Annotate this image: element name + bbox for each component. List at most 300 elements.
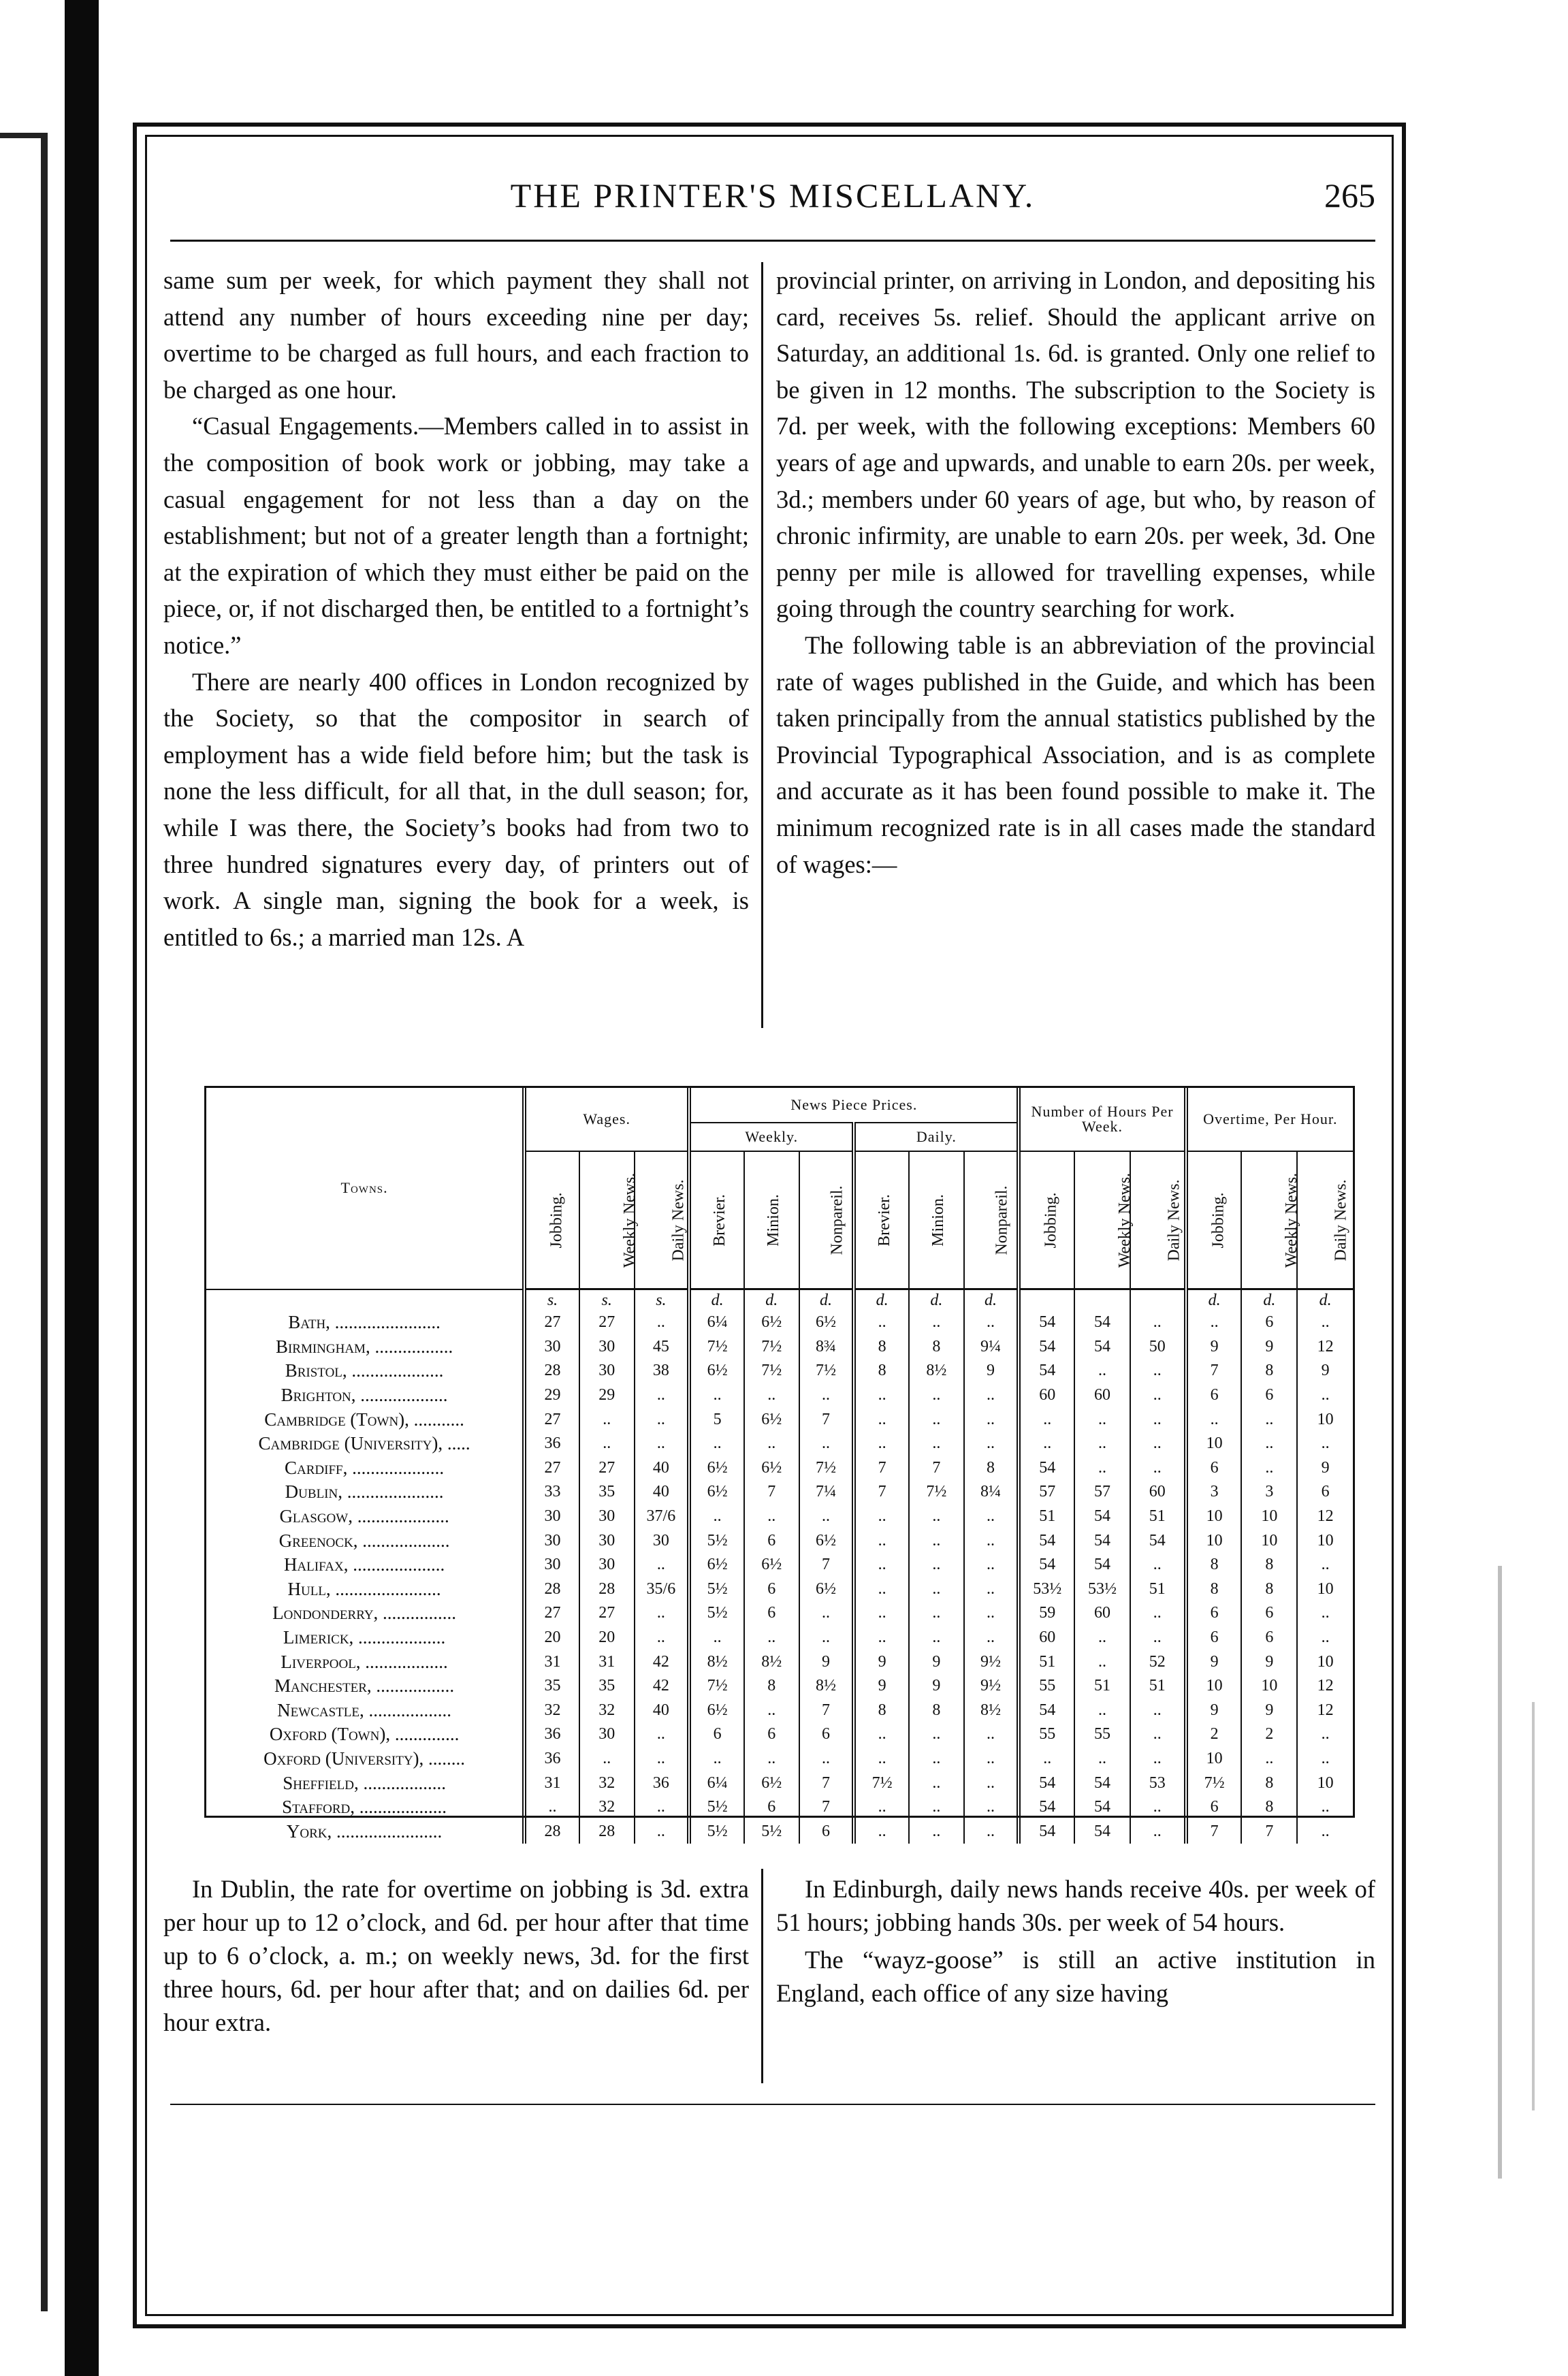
- table-row: [206, 1819, 1353, 1844]
- table-cell: 54: [1074, 1335, 1130, 1360]
- table-cell: 54: [1019, 1311, 1074, 1335]
- table-cell: 53½: [1074, 1577, 1130, 1602]
- table-cell: ..: [854, 1505, 909, 1529]
- table-cell: 7½: [744, 1359, 799, 1383]
- table-cell: ..: [909, 1432, 964, 1456]
- town-name: Limerick, ...................: [283, 1627, 446, 1648]
- table-cell: 51: [1074, 1674, 1130, 1699]
- table-cell: 7½: [689, 1674, 744, 1699]
- table-cell: 6½: [799, 1528, 854, 1553]
- table-cell: 52: [1130, 1650, 1186, 1674]
- table-cell: ..: [1074, 1456, 1130, 1481]
- table-cell: 9¼: [964, 1335, 1019, 1360]
- table-cell: 8: [909, 1699, 964, 1723]
- table-cell: ..: [909, 1795, 964, 1820]
- column-header: [799, 1151, 854, 1289]
- column-header-label: Brevier.: [711, 1193, 729, 1247]
- unit-cell: d.: [799, 1289, 854, 1311]
- table-cell: 8½: [964, 1699, 1019, 1723]
- table-cell: 8: [1241, 1359, 1297, 1383]
- table-cell: ..: [964, 1747, 1019, 1771]
- table-cell: ..: [635, 1819, 690, 1844]
- table-cell: 7: [799, 1771, 854, 1795]
- table-cell: 42: [635, 1650, 690, 1674]
- table-cell: 7: [799, 1553, 854, 1577]
- table-cell: 9½: [964, 1674, 1019, 1699]
- table-cell: 9: [1297, 1456, 1353, 1481]
- table-cell: 5½: [689, 1819, 744, 1844]
- table-cell: 42: [635, 1674, 690, 1699]
- table-cell: ..: [854, 1577, 909, 1602]
- bottom-right-column: [776, 1872, 1375, 2010]
- table-cell: ..: [689, 1432, 744, 1456]
- table-cell: 9: [909, 1650, 964, 1674]
- table-cell: ..: [1019, 1747, 1074, 1771]
- table-cell: 8: [1241, 1771, 1297, 1795]
- scan-noise: [1532, 1702, 1535, 2110]
- table-cell: 5½: [689, 1601, 744, 1626]
- table-cell: ..: [744, 1383, 799, 1408]
- table-cell: 28: [579, 1819, 635, 1844]
- paragraph: same sum per week, for which payment they shall not attend any number of hours exceeding nine per day; overtime to be charged as full hours, and each fraction to be charged as one hour.: [163, 266, 749, 404]
- table-cell: 50: [1130, 1335, 1186, 1360]
- table-row: [206, 1674, 1353, 1699]
- table-cell: 8: [964, 1456, 1019, 1481]
- table-cell: 32: [524, 1699, 579, 1723]
- table-cell: 36: [524, 1722, 579, 1747]
- table-cell: ..: [1130, 1383, 1186, 1408]
- table-cell: ..: [635, 1747, 690, 1771]
- table-cell: 60: [1130, 1480, 1186, 1505]
- table-cell: ..: [799, 1432, 854, 1456]
- table-cell: 8¼: [964, 1480, 1019, 1505]
- table-cell: ..: [1241, 1407, 1297, 1432]
- table-cell: 27: [524, 1456, 579, 1481]
- table-cell: 8½: [744, 1650, 799, 1674]
- unit-cell: d.: [744, 1289, 799, 1311]
- table-cell: 60: [1074, 1601, 1130, 1626]
- table-cell: ..: [909, 1383, 964, 1408]
- table-cell: 6: [799, 1819, 854, 1844]
- table-cell: ..: [799, 1601, 854, 1626]
- table-cell: ..: [635, 1311, 690, 1335]
- table-cell: 7: [1186, 1359, 1242, 1383]
- table-cell: ..: [1130, 1311, 1186, 1335]
- table-row: [206, 1795, 1353, 1820]
- table-cell: ..: [854, 1747, 909, 1771]
- paragraph: There are nearly 400 offices in London recognized by the Society, so that the compositor in search of employment has a wide field before him; but the task is none the less difficult, for all that, in the dull season; for, while I was there, the Society’s books had from two to three hundred signatures every day, of printers out of work. A single man, signing the book for a week, is entitled to 6s.; a married man 12s. A: [163, 667, 749, 951]
- table-cell: ..: [1241, 1747, 1297, 1771]
- overtime-group-header: Overtime, Per Hour.: [1186, 1088, 1353, 1151]
- table-cell: 54: [1074, 1311, 1130, 1335]
- table-cell: 9: [1186, 1650, 1242, 1674]
- table-cell: 51: [1130, 1674, 1186, 1699]
- table-cell: 55: [1019, 1722, 1074, 1747]
- table-cell: 54: [1074, 1505, 1130, 1529]
- table-cell: 55: [1019, 1674, 1074, 1699]
- unit-cell: s.: [524, 1289, 579, 1311]
- table-cell: 27: [579, 1601, 635, 1626]
- table-cell: 32: [579, 1771, 635, 1795]
- table-cell: ..: [744, 1699, 799, 1723]
- table-cell: ..: [1297, 1311, 1353, 1335]
- table-cell: 10: [1297, 1407, 1353, 1432]
- town-name: Birmingham, .................: [275, 1336, 453, 1357]
- town-name: Glasgow, ....................: [279, 1506, 449, 1527]
- table-cell: ..: [1019, 1432, 1074, 1456]
- table-row: [206, 1456, 1353, 1481]
- table-cell: ..: [1074, 1699, 1130, 1723]
- table-cell: 51: [1019, 1650, 1074, 1674]
- column-header-label: Brevier.: [876, 1193, 894, 1247]
- table-cell: 12: [1297, 1335, 1353, 1360]
- table-cell: 27: [579, 1311, 635, 1335]
- table-cell: 54: [1074, 1795, 1130, 1820]
- wages-table-grid: [206, 1088, 1353, 1844]
- table-cell: 7½: [689, 1335, 744, 1360]
- table-cell: 12: [1297, 1674, 1353, 1699]
- table-cell: 6: [1241, 1626, 1297, 1650]
- table-cell: 35/6: [635, 1577, 690, 1602]
- table-cell: 51: [1130, 1577, 1186, 1602]
- table-cell: ..: [909, 1553, 964, 1577]
- table-cell: ..: [1130, 1407, 1186, 1432]
- table-cell: 54: [1074, 1819, 1130, 1844]
- table-cell: ..: [964, 1601, 1019, 1626]
- table-cell: 9: [1186, 1335, 1242, 1360]
- table-cell: ..: [909, 1577, 964, 1602]
- table-cell: 51: [1130, 1505, 1186, 1529]
- table-cell: 6½: [744, 1311, 799, 1335]
- table-cell: ..: [854, 1795, 909, 1820]
- header-rule: [170, 240, 1375, 242]
- table-cell: 10: [1241, 1528, 1297, 1553]
- table-cell: 6: [1186, 1601, 1242, 1626]
- table-cell: 6½: [799, 1577, 854, 1602]
- table-cell: ..: [1130, 1626, 1186, 1650]
- table-cell: ..: [964, 1577, 1019, 1602]
- table-cell: ..: [744, 1505, 799, 1529]
- table-cell: ..: [964, 1819, 1019, 1844]
- units-spacer: [206, 1289, 524, 1311]
- table-row: [206, 1650, 1353, 1674]
- table-cell: 5½: [689, 1577, 744, 1602]
- table-cell: ..: [1297, 1819, 1353, 1844]
- table-cell: ..: [1297, 1432, 1353, 1456]
- table-cell: 8: [1186, 1553, 1242, 1577]
- table-cell: 7: [854, 1480, 909, 1505]
- bottom-left-column: [163, 1872, 749, 2039]
- column-header-label: Daily News.: [1332, 1179, 1350, 1261]
- table-cell: 6½: [689, 1699, 744, 1723]
- town-name: Cardiff, ....................: [285, 1457, 445, 1478]
- table-cell: 8½: [909, 1359, 964, 1383]
- table-cell: 7½: [909, 1480, 964, 1505]
- table-cell: ..: [854, 1722, 909, 1747]
- town-name: Newcastle, ..................: [277, 1699, 451, 1720]
- table-cell: 6½: [689, 1456, 744, 1481]
- table-cell: ..: [964, 1432, 1019, 1456]
- table-cell: 54: [1019, 1819, 1074, 1844]
- table-cell: ..: [579, 1432, 635, 1456]
- table-cell: 40: [635, 1699, 690, 1723]
- table-cell: 8: [854, 1699, 909, 1723]
- table-cell: 20: [579, 1626, 635, 1650]
- table-cell: ..: [1074, 1359, 1130, 1383]
- table-cell: 5½: [744, 1819, 799, 1844]
- town-name: Oxford (Town), ..............: [269, 1724, 460, 1745]
- table-cell: ..: [635, 1432, 690, 1456]
- paragraph: The following table is an abbreviation of the provincial rate of wages published in the Guide, and which has been taken principally from the annual statistics published by the Provincial Typographical Association, and is as complete and accurate as it has been found possible to make it. The minimum recognized rate is in all cases made the standard of wages:—: [776, 630, 1375, 878]
- table-row: [206, 1359, 1353, 1383]
- table-cell: 6: [1186, 1626, 1242, 1650]
- table-cell: 7: [1186, 1819, 1242, 1844]
- table-cell: 9: [1241, 1335, 1297, 1360]
- table-cell: 5: [689, 1407, 744, 1432]
- column-header: [1019, 1151, 1074, 1289]
- column-header: [854, 1151, 909, 1289]
- town-name: Bristol, ....................: [285, 1360, 444, 1381]
- table-cell: 7½: [1186, 1771, 1242, 1795]
- table-cell: 7: [799, 1699, 854, 1723]
- table-cell: 36: [524, 1432, 579, 1456]
- column-header-label: Weekly News.: [1283, 1172, 1301, 1268]
- wages-table: [204, 1086, 1355, 1842]
- table-cell: ..: [799, 1747, 854, 1771]
- table-row: [206, 1311, 1353, 1335]
- table-cell: 54: [1019, 1553, 1074, 1577]
- table-cell: ..: [909, 1747, 964, 1771]
- table-cell: 30: [579, 1335, 635, 1360]
- paragraph: In Edinburgh, daily news hands receive 40s. per week of 51 hours; jobbing hands 30s. per week of 54 hours.: [776, 1875, 1375, 1936]
- table-cell: ..: [744, 1626, 799, 1650]
- unit-cell: d.: [1297, 1289, 1353, 1311]
- table-cell: 45: [635, 1335, 690, 1360]
- table-cell: ..: [635, 1553, 690, 1577]
- town-name: Greenock, ...................: [278, 1530, 450, 1551]
- page-header: [170, 176, 1375, 223]
- table-cell: 6½: [689, 1553, 744, 1577]
- town-name: Londonderry, ................: [272, 1603, 457, 1624]
- table-cell: 31: [524, 1771, 579, 1795]
- table-row: [206, 1383, 1353, 1408]
- column-header-label: Jobbing.: [1209, 1191, 1228, 1249]
- table-row: [206, 1577, 1353, 1602]
- table-cell: 8½: [799, 1674, 854, 1699]
- table-cell: 10: [1297, 1528, 1353, 1553]
- table-cell: 30: [635, 1528, 690, 1553]
- table-cell: ..: [1074, 1747, 1130, 1771]
- column-header-label: Weekly News.: [621, 1172, 639, 1268]
- table-cell: 10: [1186, 1528, 1242, 1553]
- table-cell: 9: [799, 1650, 854, 1674]
- column-header: [1241, 1151, 1301, 1289]
- column-header-label: Minion.: [764, 1193, 782, 1247]
- table-cell: 27: [524, 1407, 579, 1432]
- table-cell: 32: [579, 1795, 635, 1820]
- column-divider-bottom: [761, 1869, 763, 2083]
- table-cell: ..: [854, 1407, 909, 1432]
- table-cell: 54: [1019, 1699, 1074, 1723]
- table-cell: 35: [524, 1674, 579, 1699]
- table-cell: ..: [689, 1383, 744, 1408]
- table-cell: 27: [524, 1311, 579, 1335]
- table-cell: 54: [1130, 1528, 1186, 1553]
- table-cell: 8½: [689, 1650, 744, 1674]
- table-cell: 10: [1186, 1674, 1242, 1699]
- table-cell: 10: [1297, 1650, 1353, 1674]
- table-cell: 6: [1297, 1480, 1353, 1505]
- daily-subheader: Daily.: [854, 1123, 1019, 1151]
- unit-cell: [1130, 1289, 1186, 1311]
- table-cell: ..: [909, 1528, 964, 1553]
- table-row: [206, 1747, 1353, 1771]
- table-cell: ..: [1297, 1383, 1353, 1408]
- table-cell: 10: [1241, 1505, 1297, 1529]
- table-cell: ..: [964, 1795, 1019, 1820]
- news-piece-prices-header: News Piece Prices.: [689, 1088, 1019, 1123]
- table-cell: 36: [524, 1747, 579, 1771]
- table-cell: 8: [1241, 1795, 1297, 1820]
- table-cell: 20: [524, 1626, 579, 1650]
- table-cell: 7: [799, 1407, 854, 1432]
- unit-cell: [1074, 1289, 1130, 1311]
- table-cell: 9: [1297, 1359, 1353, 1383]
- table-cell: 28: [524, 1577, 579, 1602]
- table-row: [206, 1601, 1353, 1626]
- table-cell: 40: [635, 1456, 690, 1481]
- column-header-label: Nonpareil.: [993, 1185, 1011, 1255]
- table-cell: 60: [1019, 1626, 1074, 1650]
- table-cell: 8: [909, 1335, 964, 1360]
- unit-cell: [1019, 1289, 1074, 1311]
- table-cell: ..: [1297, 1553, 1353, 1577]
- column-header-label: Minion.: [929, 1193, 947, 1247]
- table-cell: 53½: [1019, 1577, 1074, 1602]
- table-cell: 8: [1186, 1577, 1242, 1602]
- table-cell: 37/6: [635, 1505, 690, 1529]
- table-cell: ..: [579, 1407, 635, 1432]
- table-cell: 6½: [744, 1553, 799, 1577]
- table-cell: ..: [1130, 1359, 1186, 1383]
- town-name: Oxford (University), ........: [263, 1748, 466, 1769]
- column-header: [689, 1151, 744, 1289]
- table-cell: ..: [1130, 1795, 1186, 1820]
- table-cell: ..: [854, 1311, 909, 1335]
- unit-cell: d.: [1186, 1289, 1242, 1311]
- table-cell: 6: [1186, 1795, 1242, 1820]
- unit-cell: d.: [964, 1289, 1019, 1311]
- table-cell: 6½: [689, 1359, 744, 1383]
- table-cell: 7: [854, 1456, 909, 1481]
- table-cell: ..: [1130, 1432, 1186, 1456]
- table-row: [206, 1553, 1353, 1577]
- table-cell: ..: [635, 1626, 690, 1650]
- table-cell: 8¾: [799, 1335, 854, 1360]
- table-cell: 7: [799, 1795, 854, 1820]
- table-cell: ..: [1241, 1456, 1297, 1481]
- table-cell: ..: [1297, 1601, 1353, 1626]
- table-cell: ..: [1130, 1747, 1186, 1771]
- paragraph: “Casual Engagements.—Members called in to assist in the composition of book work or jobbing, may take a casual engagement for not less than a day on the establishment; but not of a greater length than a fortnight; at the expiration of which they must either be paid on the piece, or, if not discharged then, be entitled to a fortnight’s notice.”: [163, 412, 749, 659]
- column-header: [1186, 1151, 1242, 1289]
- left-column: [163, 262, 749, 955]
- table-cell: 6½: [689, 1480, 744, 1505]
- table-cell: 28: [524, 1359, 579, 1383]
- column-header-label: Nonpareil.: [828, 1185, 846, 1255]
- column-header: [1297, 1151, 1353, 1289]
- column-header: [579, 1151, 639, 1289]
- table-cell: 35: [579, 1674, 635, 1699]
- table-cell: 30: [524, 1505, 579, 1529]
- table-cell: 10: [1186, 1432, 1242, 1456]
- table-cell: 6: [1186, 1456, 1242, 1481]
- unit-cell: d.: [854, 1289, 909, 1311]
- column-header-label: Weekly News.: [1116, 1172, 1134, 1268]
- table-cell: 6¼: [689, 1771, 744, 1795]
- table-row: [206, 1528, 1353, 1553]
- column-header-label: Daily News.: [1165, 1179, 1183, 1261]
- table-cell: 6¼: [689, 1311, 744, 1335]
- column-header: [744, 1151, 799, 1289]
- table-cell: 59: [1019, 1601, 1074, 1626]
- table-cell: 33: [524, 1480, 579, 1505]
- table-row: [206, 1626, 1353, 1650]
- table-cell: 6: [1241, 1311, 1297, 1335]
- table-cell: 30: [579, 1505, 635, 1529]
- table-cell: 32: [579, 1699, 635, 1723]
- table-cell: ..: [854, 1553, 909, 1577]
- table-cell: ..: [744, 1747, 799, 1771]
- table-cell: 3: [1241, 1480, 1297, 1505]
- table-cell: ..: [964, 1528, 1019, 1553]
- town-name: Hull, .......................: [287, 1578, 441, 1599]
- table-cell: 57: [1074, 1480, 1130, 1505]
- table-cell: 6: [1186, 1383, 1242, 1408]
- table-cell: 54: [1019, 1359, 1074, 1383]
- town-name: Halifax, ....................: [283, 1554, 445, 1575]
- table-cell: ..: [854, 1528, 909, 1553]
- column-header: [909, 1151, 964, 1289]
- table-cell: 12: [1297, 1505, 1353, 1529]
- table-cell: ..: [909, 1626, 964, 1650]
- town-name: Bath, .......................: [288, 1312, 441, 1333]
- wages-group-header: Wages.: [524, 1088, 689, 1151]
- table-cell: 6: [799, 1722, 854, 1747]
- table-cell: ..: [799, 1383, 854, 1408]
- table-cell: 54: [1019, 1456, 1074, 1481]
- table-cell: 7: [744, 1480, 799, 1505]
- weekly-subheader: Weekly.: [689, 1123, 854, 1151]
- table-cell: ..: [854, 1601, 909, 1626]
- scan-edge-line: [41, 133, 48, 2311]
- table-cell: 9: [1241, 1699, 1297, 1723]
- column-header: [964, 1151, 1019, 1289]
- table-cell: 5½: [689, 1795, 744, 1820]
- table-cell: ..: [964, 1311, 1019, 1335]
- column-divider: [761, 262, 763, 1028]
- table-cell: ..: [854, 1383, 909, 1408]
- table-cell: 54: [1074, 1553, 1130, 1577]
- table-row: [206, 1407, 1353, 1432]
- table-cell: 54: [1074, 1771, 1130, 1795]
- bottom-rule: [170, 2104, 1375, 2105]
- town-name: Sheffield, ..................: [283, 1772, 446, 1793]
- table-cell: ..: [854, 1626, 909, 1650]
- town-name: Dublin, .....................: [285, 1481, 444, 1503]
- table-cell: ..: [909, 1505, 964, 1529]
- table-cell: 30: [579, 1528, 635, 1553]
